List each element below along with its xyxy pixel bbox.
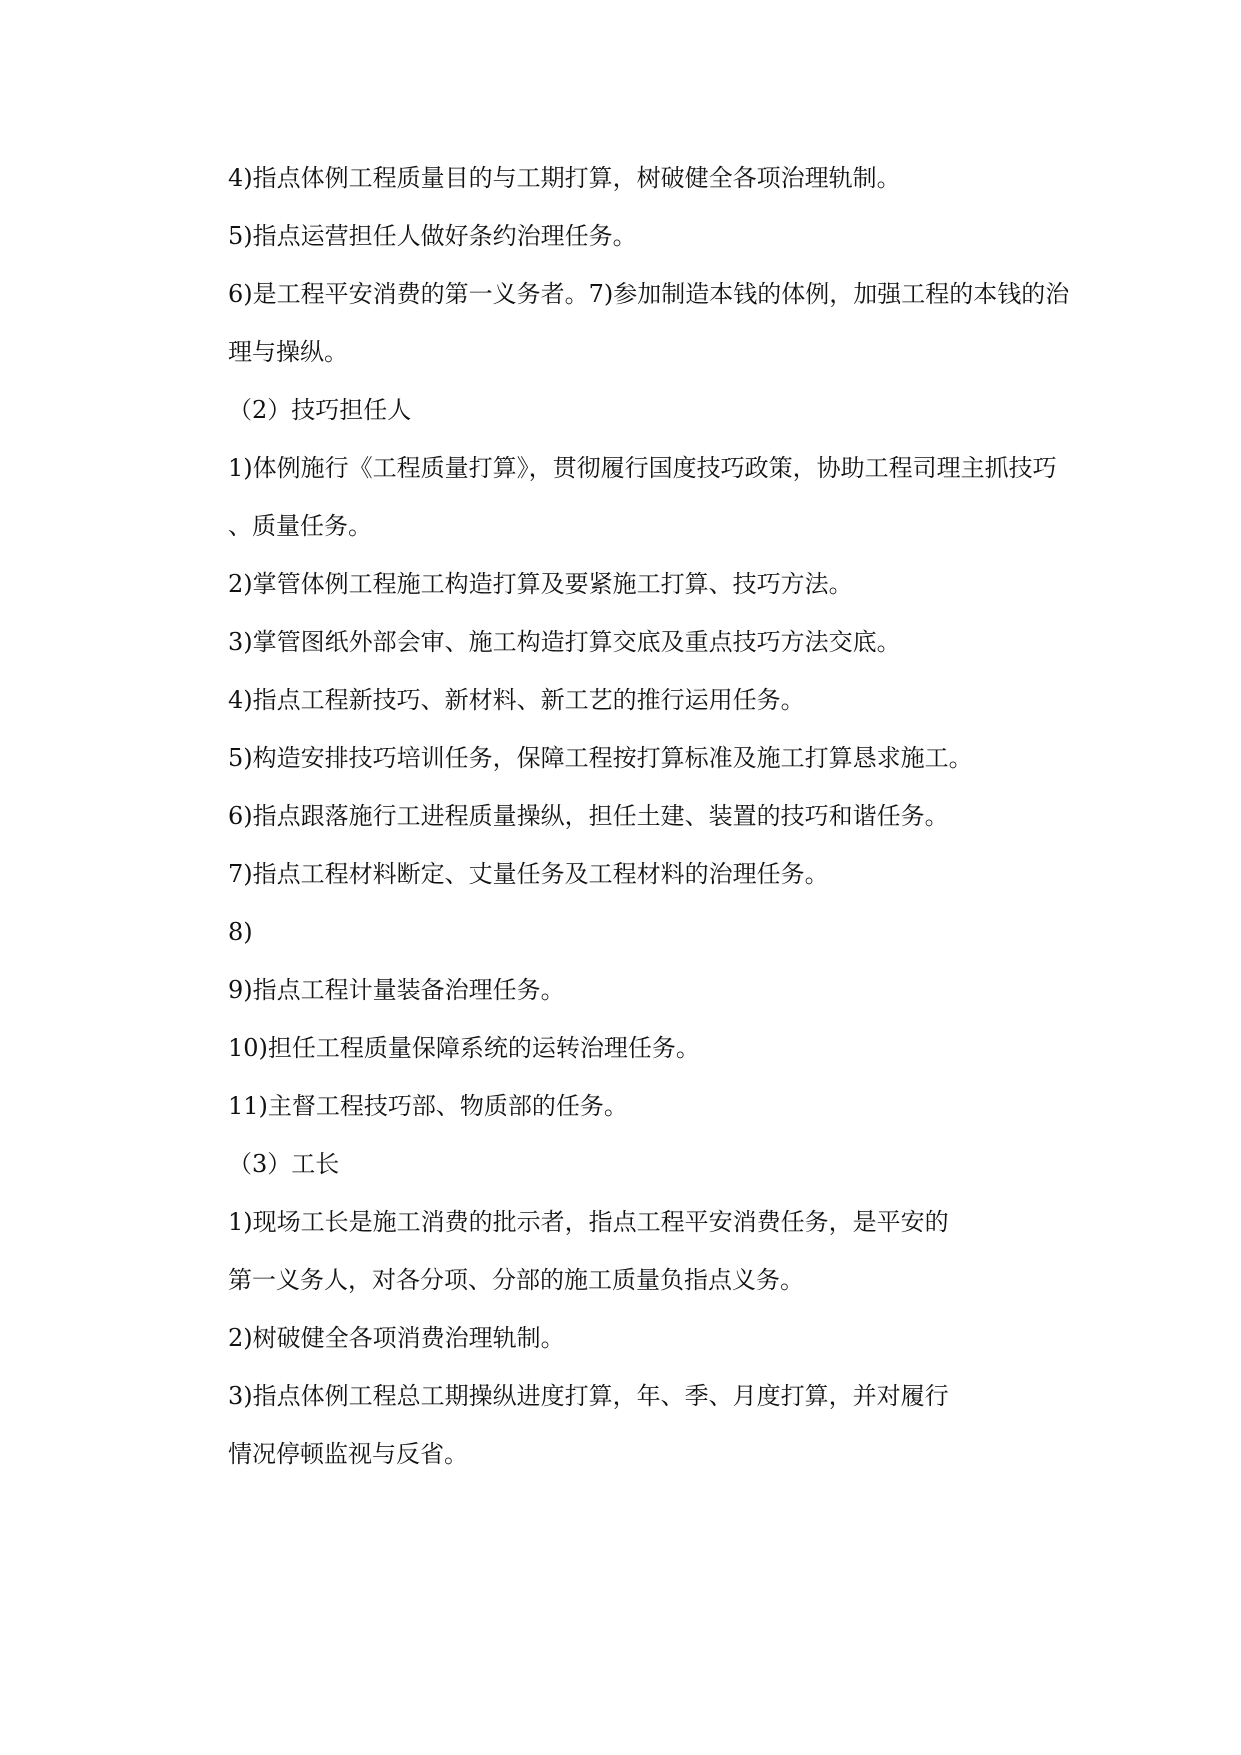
text-line: 3)指点体例工程总工期操纵进度打算，年、季、月度打算，并对履行 [228,1382,949,1410]
text-line: 2)掌管体例工程施工构造打算及要紧施工打算、技巧方法。 [228,570,853,598]
text-line: 4)指点工程新技巧、新材料、新工艺的推行运用任务。 [228,686,805,714]
section-heading: （3）工长 [228,1150,340,1178]
text-line: 6)是工程平安消费的第一义务者。7)参加制造本钱的体例，加强工程的本钱的治 [228,280,1070,308]
text-line: 11)主督工程技巧部、物质部的任务。 [228,1092,628,1120]
text-line: 2)树破健全各项消费治理轨制。 [228,1324,565,1352]
document-body [228,158,1108,1492]
text-line: 8) [228,918,253,946]
text-line: 情况停顿监视与反省。 [228,1440,468,1468]
text-line: 5)指点运营担任人做好条约治理任务。 [228,222,637,250]
text-line: 理与操纵。 [228,338,348,366]
text-line: 4)指点体例工程质量目的与工期打算，树破健全各项治理轨制。 [228,164,901,192]
text-line: 3)掌管图纸外部会审、施工构造打算交底及重点技巧方法交底。 [228,628,901,656]
text-line: 、质量任务。 [228,512,372,540]
text-line: 1)现场工长是施工消费的批示者，指点工程平安消费任务，是平安的 [228,1208,949,1236]
text-line: 5)构造安排技巧培训任务，保障工程按打算标准及施工打算恳求施工。 [228,744,973,772]
text-line: 6)指点跟落施行工进程质量操纵，担任土建、装置的技巧和谐任务。 [228,802,949,830]
text-line: 9)指点工程计量装备治理任务。 [228,976,565,1004]
text-line: 1)体例施行《工程质量打算》，贯彻履行国度技巧政策，协助工程司理主抓技巧 [228,454,1057,482]
text-line: 第一义务人，对各分项、分部的施工质量负指点义务。 [228,1266,804,1294]
text-line: 10)担任工程质量保障系统的运转治理任务。 [228,1034,700,1062]
section-heading: （2）技巧担任人 [228,396,412,424]
text-line: 7)指点工程材料断定、丈量任务及工程材料的治理任务。 [228,860,829,888]
